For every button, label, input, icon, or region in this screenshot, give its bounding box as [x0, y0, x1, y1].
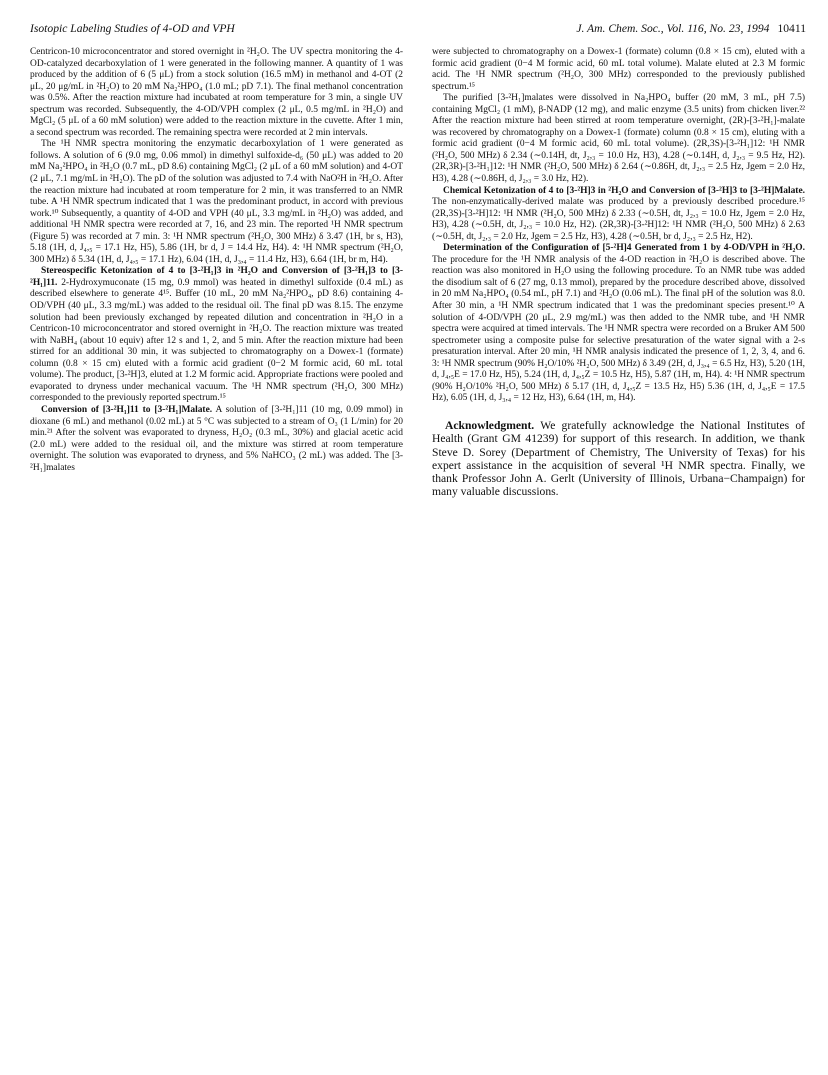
left-column	[30, 47, 403, 474]
paragraph: Stereospecific Ketonization of 4 to [3-²H₁]3 in ²H₂O and Conversion of [3-²H₁]3 to [3-²H₁]11. 2-Hydroxymuconate (15 mg, 0.9 mmol) was heated in dimethyl sulfoxide (0.4 mL) as described elsewhere to generate 4¹⁵. Buffer (10 mL, 20 mM Na₂²HPO₄, pD 8.6) containing 4-OD/VPH (40 μL, 3.3 mg/mL) was added to the residual oil. The final pD was 8.15. The enzyme solution had been previously exchanged by repeated dilution and concentration in ²H₂O in a Centricon-10 microconcentrator and stored overnight in ²H₂O. The reaction mixture was treated with NaBH₄ (about 10 equiv) after 12 s and 1, 2, and 5 min. After the reaction mixture had been stirred for an additional 30 min, it was subjected to chromatography on a Dowex-1 (formate) column (0.8 × 15 cm) eluted with a formic acid gradient (0−2 M formic acid, 60 mL total volume). The product, [3-²H]3, eluted at 1.2 M formic acid. Appropriate fractions were pooled and evaporated to dryness under mechanical vacuum. The ¹H NMR spectrum (²H₂O, 300 MHz) corresponded to the previously reported spectrum.¹⁵	[30, 266, 403, 404]
paragraph: Centricon-10 microconcentrator and stored overnight in ²H₂O. The UV spectra monitoring the 4-OD-catalyzed decarboxylation of 1 were generated in the following manner. A quantity of 1 was produced by the addition of 6 (5 μL) from a stock solution (16.5 mM) in methanol and 4-OT (2 μL, 20 μg/mL in ²H₂O) to 20 mM Na₂²HPO₄ (1.0 mL; pD 7.1). The final methanol concentration was 0.5%. After the reaction mixture had incubated at room temperature for 3 min, a single UV spectrum was recorded. Subsequently, the 4-OD/VPH complex (2 μL, 0.5 mg/mL in ²H₂O) and MgCl₂ (5 μL of a 60 mM solution) were added to the reaction mixture in the cuvette. After 1 min, a second spectrum was recorded. The remaining spectra were recorded at 2 min intervals.	[30, 47, 403, 138]
paragraph: Chemical Ketonization of 4 to [3-²H]3 in ²H₂O and Conversion of [3-²H]3 to [3-²H]Malate. The non-enzymatically-derived malate was produced by a previously described procedure.¹⁵ (2R,3S)-[3-²H]12: ¹H NMR (²H₂O, 500 MHz) δ 2.33 (∼0.5H, dt, J₂,₃ = 10.0 Hz, Jgem = 2.0 Hz, H3), 4.28 (∼0.5H, dt, J₂,₃ = 10.0 Hz, H2). (2R,3R)-[3-²H]12: ¹H NMR (²H₂O, 500 MHz) δ 2.63 (∼0.5H, dt, J₂,₃ = 2.0 Hz, Jgem = 2.5 Hz, H3), 4.28 (∼0.5H, br d, J₂,₃ = 2.5 Hz, H2).	[432, 185, 805, 242]
running-header	[30, 22, 806, 38]
section-heading: Determination of the Configuration of [5-²H]4 Generated from 1 by 4-OD/VPH in ²H₂O.	[443, 243, 805, 254]
running-title: Isotopic Labeling Studies of 4-OD and VPH	[30, 22, 235, 35]
journal-name: J. Am. Chem. Soc., Vol. 116, No. 23, 1994	[576, 22, 770, 35]
acknowledgment-heading: Acknowledgment.	[445, 418, 535, 432]
acknowledgment-text: We gratefully acknowledge the National Institutes of Health (Grant GM 41239) for support of this research. In addition, we thank Steve D. Sorey (Department of Chemistry, The University of Texas) for his expert assistance in the acquisition of several ¹H NMR spectra. Finally, we thank Professor John A. Gerlt (University of Illinois, Urbana−Champaign) for many valuable discussions.	[432, 418, 805, 499]
right-column	[432, 47, 805, 499]
paragraph: The purified [3-²H₁]malates were dissolved in Na₂HPO₄ buffer (20 mM, 3 mL, pH 7.5) containing MgCl₂ (1 mM), β-NADP (12 mg), and malic enzyme (3.5 units) from chicken liver.²² After the reaction mixture had been stirred at room temperature overnight, (2R)-[3-²H₁]-malate was recovered by chromatography on a Dowex-1 (formate) column (0.8 × 15 cm), eluting with a formic acid gradient (0−4 M formic acid, 60 mL total volume). (2R,3S)-[3-²H₁]12: ¹H NMR (²H₂O, 500 MHz) δ 2.34 (∼0.14H, dt, J₂,₃ = 10.0 Hz, H3), 4.28 (∼0.14H, d, J₂,₃ = 9.5 Hz, H2). (2R,3R)-[3-²H₁]12: ¹H NMR (²H₂O, 500 MHz) δ 2.64 (∼0.86H, dt, J₂,₃ = 2.5 Hz, Jgem = 2.0 Hz, H3), 4.28 (∼0.86H, d, J₂,₃ = 3.0 Hz, H2).	[432, 93, 805, 185]
paragraph: The ¹H NMR spectra monitoring the enzymatic decarboxylation of 1 were generated as follows. A solution of 6 (9.0 mg, 0.06 mmol) in dimethyl sulfoxide-d₆ (50 μL) was added to 20 mM Na₂²HPO₄ in ²H₂O (0.7 mL, pD 8.6) containing MgCl₂ (2 μL of a 60 mM solution) and 4-OT (2 μL, 7.1 mg/mL in ²H₂O). The pD of the solution was adjusted to 7.4 with NaO²H in ²H₂O. After the reaction mixture had incubated at room temperature for 2 min, it was transferred to an NMR tube. A ¹H NMR spectrum indicated that 1 was the predominant product, in accord with previous work.¹⁰ Subsequently, a quantity of 4-OD and VPH (40 μL, 3.3 mg/mL in ²H₂O) was added, and additional ¹H NMR spectra were recorded at 7, 16, and 23 min. The reported ¹H NMR spectrum (Figure 5) was recorded at 7 min. 3: ¹H NMR spectrum (²H₂O, 300 MHz) δ 3.47 (1H, br s, H3), 5.18 (1H, d, J₄,₅ = 17.1 Hz, H5), 5.86 (1H, br d, J = 14.4 Hz, H4). 4: ¹H NMR spectrum (²H₂O, 300 MHz) δ 5.34 (1H, d, J₄,₅ = 17.1 Hz), 6.04 (1H, d, J₃,₄ = 11.4 Hz, H3), 6.64 (1H, br m, H4).	[30, 139, 403, 265]
page-number: 10411	[777, 22, 806, 35]
acknowledgment	[432, 419, 805, 499]
journal-citation	[576, 22, 806, 35]
paragraph: were subjected to chromatography on a Dowex-1 (formate) column (0.8 × 15 cm), eluted with a formic acid gradient (0−4 M formic acid, 60 mL total volume). Malate eluted at 2.3 M formic acid. The ¹H NMR spectrum (²H₂O, 300 MHz) corresponded to the previously published spectrum.¹⁵	[432, 47, 805, 92]
section-heading: Conversion of [3-²H₁]11 to [3-²H₁]Malate.	[41, 404, 213, 415]
paragraph: Determination of the Configuration of [5-²H]4 Generated from 1 by 4-OD/VPH in ²H₂O. The procedure for the ¹H NMR analysis of the 4-OD reaction in ²H₂O is described above. The reaction was also monitored in H₂O using the following procedure. To an NMR tube was added the disodium salt of 6 (27 mg, 0.13 mmol), prepared by the procedure described above, dissolved in 20 mM Na₂HPO₄ (0.54 mL, pH 7.1) and ²H₂O (0.06 mL). The final pH of the solution was 8.0. After 30 min, a ¹H NMR spectrum indicated that 1 was the predominant species present.¹⁰ A solution of 4-OD/VPH (20 μL, 2.9 mg/mL) was then added to the NMR tube, and ¹H NMR spectra were acquired at timed intervals. The ¹H NMR spectra were recorded on a Bruker AM 500 spectrometer using a composite pulse for selective presaturation of the water signal with a 2-s presaturation interval. After 20 min, ¹H NMR analysis indicated the presence of 1, 2, 3, 4, and 6. 3: ¹H NMR spectrum (90% H₂O/10% ²H₂O, 500 MHz) δ 3.49 (2H, d, J₃,₄ = 6.5 Hz, H3), 5.20 (1H, d, J₄,₅E = 17.0 Hz, H5), 5.24 (1H, d, J₄,₅Z = 10.5 Hz, H5), 5.87 (1H, m, H4). 4: ¹H NMR spectrum (90% H₂O/10% ²H₂O, 500 MHz) δ 5.17 (1H, d, J₄,₅Z = 13.5 Hz, H5) 5.36 (1H, d, J₄,₅E = 17.5 Hz), 6.05 (1H, d, J₃,₄ = 12 Hz, H3), 6.64 (1H, m, H4).	[432, 243, 805, 404]
section-heading: Chemical Ketonization of 4 to [3-²H]3 in ²H₂O and Conversion of [3-²H]3 to [3-²H]Malate.	[443, 185, 805, 196]
paragraph: Conversion of [3-²H₁]11 to [3-²H₁]Malate. A solution of [3-²H₁]11 (10 mg, 0.09 mmol) in dioxane (6 mL) and methanol (0.02 mL) at 5 °C was subjected to a stream of O₃ (1 L/min) for 20 min.²¹ After the solvent was evaporated to dryness, H₂O₂ (0.3 mL, 30%) and glacial acetic acid (2.0 mL) were added to the residual oil, and the mixture was stirred at room temperature overnight. The solution was evaporated to dryness, and 5% NaHCO₃ (2 mL) was added. The [3-²H₁]malates	[30, 404, 403, 473]
section-heading: Stereospecific Ketonization of 4 to [3-²H₁]3 in ²H₂O and Conversion of [3-²H₁]3 to [3-²H₁]11.	[30, 266, 403, 288]
